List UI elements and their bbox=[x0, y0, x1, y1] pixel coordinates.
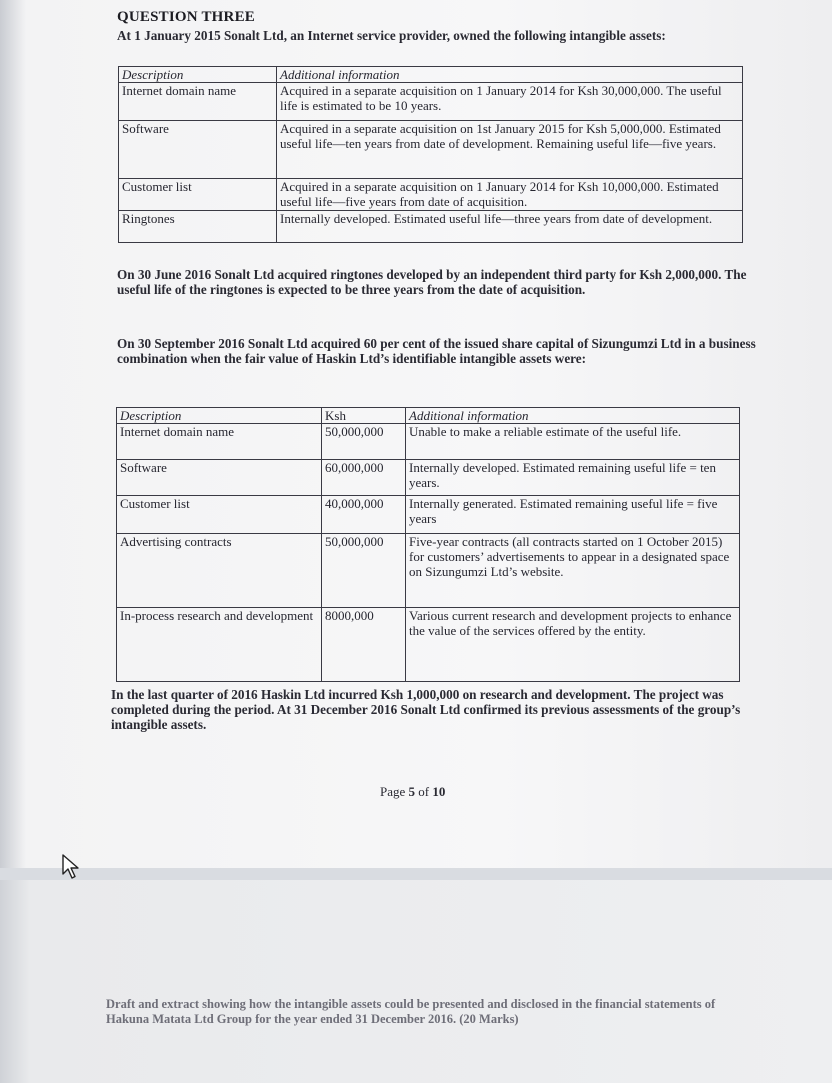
header-additional-info: Additional information bbox=[277, 67, 743, 83]
asset-description: Customer list bbox=[119, 179, 277, 211]
asset-description: Internet domain name bbox=[117, 424, 322, 460]
acquisition-paragraph bbox=[117, 336, 757, 366]
asset-info: Acquired in a separate acquisition on 1st January 2015 for Ksh 5,000,000. Estimated useful life—ten years from date of development. Remaining useful life—five years. bbox=[277, 121, 743, 179]
table-row bbox=[117, 608, 740, 682]
asset-info: Five-year contracts (all contracts started on 1 October 2015) for customers’ advertisements to appear in a designated space on Sizungumzi Ltd’s website. bbox=[406, 534, 740, 608]
asset-info: Acquired in a separate acquisition on 1 January 2014 for Ksh 30,000,000. The useful life is estimated to be 10 years. bbox=[277, 83, 743, 121]
table-header-row bbox=[119, 67, 743, 83]
question-title: QUESTION THREE bbox=[117, 9, 255, 25]
question-instruction: Draft and extract showing how the intangible assets could be presented and disclosed in the financial statements of Hakuna Matata Ltd Group for the year ended 31 December 2016. (20 Marks) bbox=[106, 997, 716, 1026]
page-of: of bbox=[415, 784, 433, 799]
asset-info: Various current research and development projects to enhance the value of the services offered by the entity. bbox=[406, 608, 740, 682]
table-row bbox=[119, 83, 743, 121]
asset-description: Advertising contracts bbox=[117, 534, 322, 608]
header-additional-info: Additional information bbox=[406, 408, 740, 424]
document-page-next bbox=[0, 880, 832, 1083]
mouse-pointer-icon bbox=[60, 853, 84, 881]
ringtones-paragraph: On 30 June 2016 Sonalt Ltd acquired ringtones developed by an independent third party for Ksh 2,000,000. The useful life of the ringtones is expected to be three years from the date of acquisition. bbox=[117, 267, 747, 297]
asset-value: 8000,000 bbox=[322, 608, 406, 682]
research-paragraph: In the last quarter of 2016 Haskin Ltd incurred Ksh 1,000,000 on research and development. The project was completed during the period. At 31 December 2016 Sonalt Ltd confirmed its previous assessments of the group’s intangible assets. bbox=[111, 687, 741, 732]
fair-value-table bbox=[116, 407, 740, 682]
header-ksh: Ksh bbox=[322, 408, 406, 424]
table-row bbox=[119, 121, 743, 179]
table-header-row bbox=[117, 408, 740, 424]
asset-value: 40,000,000 bbox=[322, 496, 406, 534]
asset-value: 50,000,000 bbox=[322, 534, 406, 608]
asset-info: Internally developed. Estimated remaining useful life = ten years. bbox=[406, 460, 740, 496]
page-number bbox=[380, 784, 445, 800]
asset-description: Software bbox=[119, 121, 277, 179]
asset-description: Ringtones bbox=[119, 211, 277, 243]
asset-description: Software bbox=[117, 460, 322, 496]
company-name: Sonalt Ltd bbox=[223, 28, 284, 43]
table-row bbox=[117, 460, 740, 496]
table-row bbox=[117, 424, 740, 460]
asset-value: 60,000,000 bbox=[322, 460, 406, 496]
asset-info: Acquired in a separate acquisition on 1 January 2014 for Ksh 10,000,000. Estimated useful life—five years from date of acquisition. bbox=[277, 179, 743, 211]
intro-text-start: At 1 January 2015 bbox=[117, 28, 224, 43]
asset-info: Internally developed. Estimated useful life—three years from date of development. bbox=[277, 211, 743, 243]
asset-info: Internally generated. Estimated remaining useful life = five years bbox=[406, 496, 740, 534]
acquisition-text-start: On 30 September 2016 Sonalt Ltd acquired 60 per cent of the issued share capital of bbox=[117, 336, 592, 351]
subsidiary-name: Sizungumzi Ltd bbox=[591, 336, 682, 351]
asset-info: Unable to make a reliable estimate of the useful life. bbox=[406, 424, 740, 460]
table-row bbox=[117, 534, 740, 608]
asset-description: In-process research and development bbox=[117, 608, 322, 682]
header-description: Description bbox=[117, 408, 322, 424]
intro-text-end: , an Internet service provider, owned the following intangible assets: bbox=[283, 28, 666, 43]
table-row bbox=[119, 179, 743, 211]
table-row bbox=[117, 496, 740, 534]
page-total: 10 bbox=[432, 784, 446, 799]
intangible-assets-table bbox=[118, 66, 743, 243]
asset-description: Customer list bbox=[117, 496, 322, 534]
page-current: 5 bbox=[408, 784, 416, 799]
table-row bbox=[119, 211, 743, 243]
asset-description: Internet domain name bbox=[119, 83, 277, 121]
header-description: Description bbox=[119, 67, 277, 83]
page-prefix: Page bbox=[380, 784, 409, 799]
intro-paragraph bbox=[117, 28, 757, 43]
asset-value: 50,000,000 bbox=[322, 424, 406, 460]
acquisition-text-end: in a business combination when the fair value of Haskin Ltd’s identifiable intangible assets were: bbox=[117, 336, 756, 366]
